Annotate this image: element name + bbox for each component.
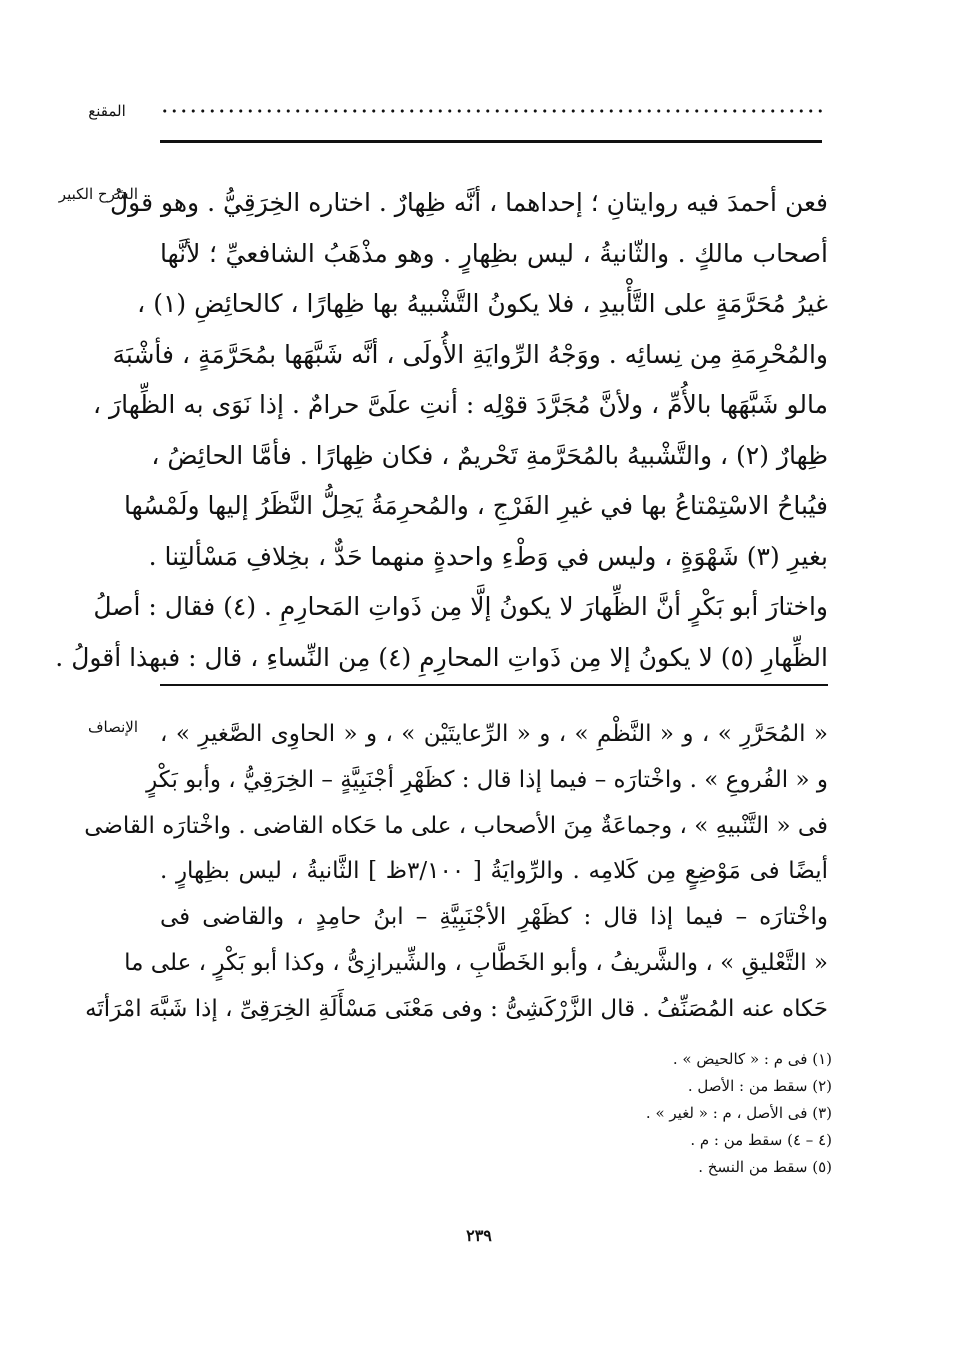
text-line: « التَّعْليقِ » ، والشَّريفُ ، وأبو الخَطَّابِ ، والشِّيرازِىُّ ، وكذا أبو بَكْرٍ ، على ما bbox=[124, 949, 828, 976]
text-line: فعن أحمدَ فيه روايتانِ ؛ إحداهما ، أنَّه ظِهارٌ . اختاره الخِرَقِيُّ . وهو قولُ bbox=[109, 188, 828, 217]
text-line: حَكاه عنه المُصَنِّفُ . قال الزَّرْكَشِىُّ : وفى مَعْنَى مَسْأَلَةِ الخِرَقِىِّ ، إذا شَبَّهَ امْرَأتَه bbox=[85, 995, 828, 1022]
footnotes bbox=[460, 1046, 832, 1181]
book-title-header: المقنع bbox=[88, 102, 126, 120]
footnote-item: (٢) سقط من : الأصل . bbox=[687, 1077, 832, 1095]
section-divider bbox=[160, 684, 828, 686]
text-line: فى « التَّنْبيهِ » ، وجماعَةٌ مِنَ الأصحاب ، على ما حَكاه القاضى . واخْتارَه القاضى bbox=[84, 812, 828, 839]
text-line: أيضًا فى مَوْضِعٍ مِن كَلامِه . والرِّوايَةُ [ ٣/١٠٠ظ ] الثَّانيةُ ، ليس بظِهارٍ . bbox=[160, 858, 829, 885]
text-line: فيُباحُ الاسْتِمْتاعُ بها في غيرِ الفَرْجِ ، والمُحرِمَةُ يَحِلُّ النَّظَرُ إليها ولَمْسُها bbox=[123, 491, 828, 520]
sharh-section-label: الشرح الكبير bbox=[58, 185, 138, 203]
text-line: مالو شَبَّهَها بالأُمِّ ، ولأنَّ مُجَرَّدَ قوْلِه : أنتِ علَىَّ حرامٌ . إذا نَوَى به الظِّهارَ ، bbox=[93, 390, 828, 419]
footnote-item: (١) فى م : « كالحيض » . bbox=[672, 1050, 832, 1068]
footnote-item: (٣) فى الأصل ، م : « لغير » . bbox=[645, 1104, 832, 1122]
text-line: الظِّهارِ (٥) لا يكونُ إلا مِن ذَواتِ المحارِمِ (٤) مِن النِّساءِ ، قال : فبهذا أقولُ . bbox=[55, 642, 828, 672]
text-line: واخْتارَه – فيما إذا قال : كظَهْرِ الأجْنَبِيَّةِ – ابنُ حامِدٍ ، والقاضى فى bbox=[160, 904, 828, 931]
text-line: ظِهارٌ (٢) ، والتَّشْبيهُ بالمُحَرَّمةِ تَحْريمٌ ، فكان ظِهارًا . فأمَّا الحائِضُ ، bbox=[151, 440, 828, 470]
footnote-item: (٥) سقط من النسخ . bbox=[698, 1158, 832, 1176]
text-line: « المُحَرَّرِ » ، و « النَّظْمِ » ، و « الرِّعايتَيْن » ، و « الحاوِى الصَّغيرِ » ، bbox=[160, 721, 828, 747]
text-line: والمُحْرِمَةِ مِن نِسائِه . ووَجْهُ الرِّوايَةِ الأُولَى ، أنَّه شَبَّهَها بمُحَرَّمَةٍ ، فأشْبَهَ bbox=[112, 339, 828, 369]
header-rule bbox=[160, 140, 822, 143]
text-line: أصحاب مالكٍ . والثّانيةُ ، ليس بظِهارٍ . وهو مذْهَبُ الشافعيِّ ؛ لأنَّها bbox=[160, 238, 828, 268]
text-line: و « الفُروعِ » . واخْتارَه – فيما إذا قال : كظَهْرِ أجْنَبِيَّةٍ – الخِرَقِيُّ ، وأبو بَكْرٍ bbox=[146, 766, 828, 793]
text-line: غيرُ مُحَرَّمَةٍ على التَّأْبيدِ ، فلا يكونُ التَّشْبيهُ بها ظِهارًا ، كالحائِضِ (١) ، bbox=[137, 289, 828, 318]
page-number: ٢٣٩ bbox=[466, 1226, 492, 1245]
text-line: واختارَ أبو بَكْرٍ أنَّ الظِّهارَ لا يكونُ إلَّا مِن ذَواتِ المَحارِمِ . (٤) فقال : أصلُ bbox=[93, 592, 828, 621]
text-line: بغيرِ (٣) شَهْوَةٍ ، وليس في وَطْءِ واحدةٍ منهما حَدٌّ ، بخِلافِ مَسْألتِنا . bbox=[148, 541, 828, 571]
footnote-item: (٤ – ٤) سقط من : م . bbox=[690, 1131, 832, 1149]
header-dotted-line bbox=[160, 108, 822, 114]
insaf-section-label: الإنصاف bbox=[87, 718, 138, 736]
